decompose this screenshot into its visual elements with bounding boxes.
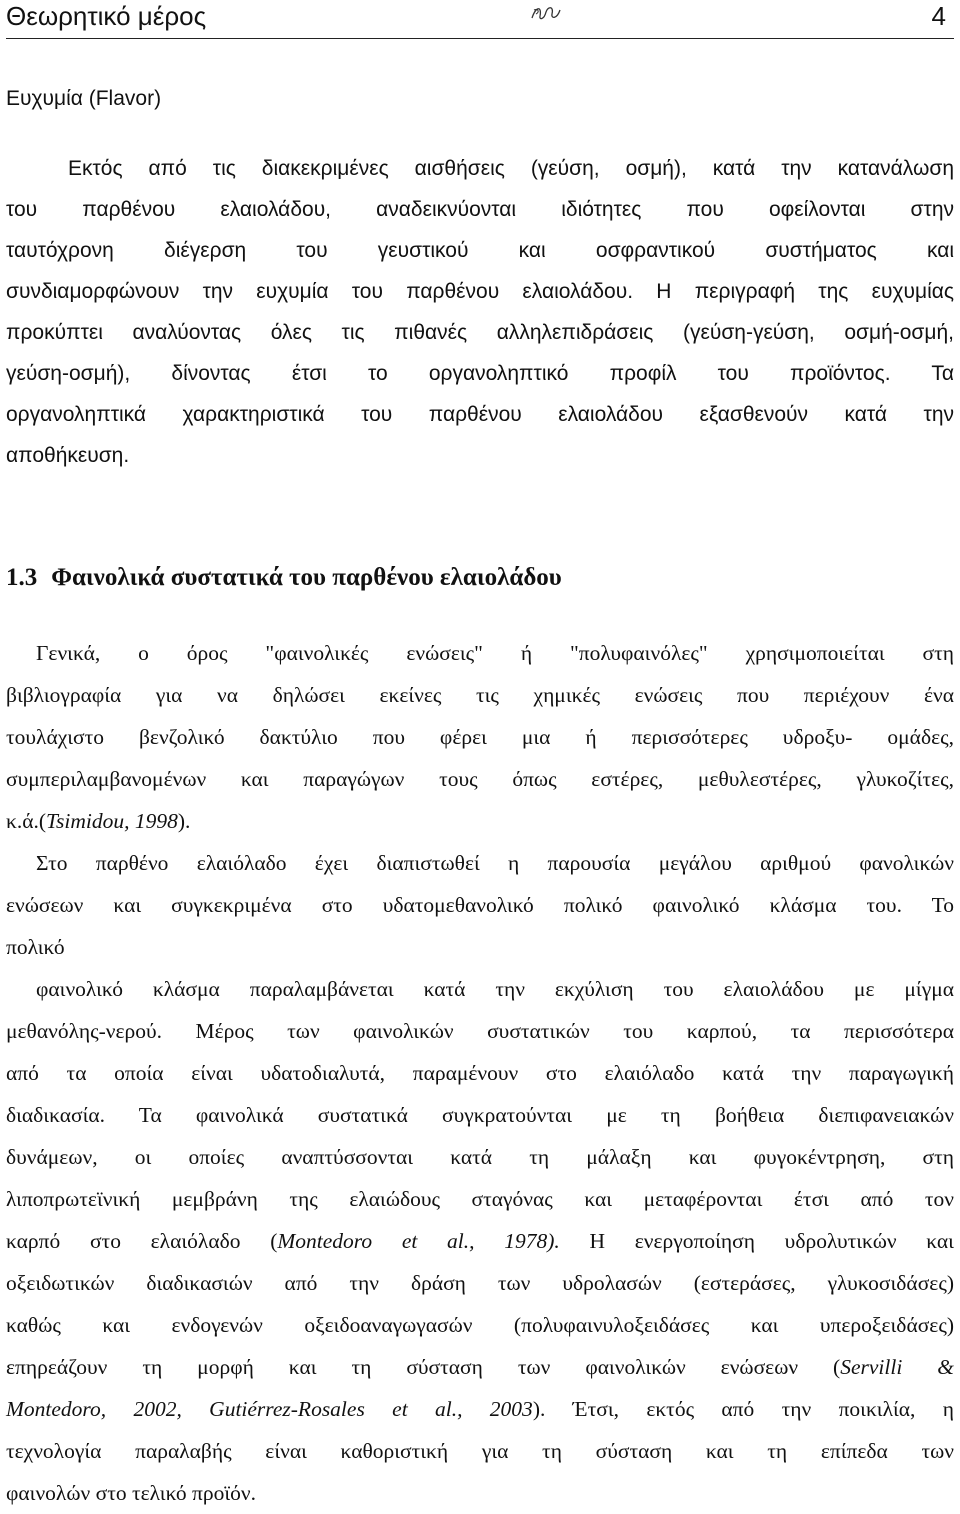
paragraph-line: συνδιαμορφώνουν την ευχυμία του παρθένου ελαιολάδου. Η περιγραφή της ευχυμίας [6,280,954,303]
header-ornament-icon [530,2,564,34]
paragraph-line: βιβλιογραφία για να δηλώσει εκείνες τις χημικές ενώσεις που περιέχουν ένα [6,683,954,707]
flavor-paragraph [6,148,954,476]
paragraph-line: αποθήκευση. [6,444,130,467]
paragraph-line: δυνάμεων, οι οποίες αναπτύσσονται κατά τη μάλαξη και φυγοκέντρηση, στη [6,1145,954,1169]
paragraph-line: ταυτόχρονη διέγερση του γευστικού και οσφραντικού συστήματος και [6,239,954,262]
paragraph-line [6,1388,954,1430]
ornament-icon [530,2,564,24]
paragraph-line: από τα οποία είναι υδατοδιαλυτά, παραμένουν στο ελαιόλαδο κατά την παραγωγική [6,1061,954,1085]
section-heading [6,558,562,598]
page-number: 4 [931,1,946,31]
paragraph-line: γεύση-οσμή), δίνοντας έτσι το οργανοληπτικό προφίλ του προϊόντος. Τα [6,362,954,385]
text-run: ). Έτσι, εκτός από την ποικιλία, η [532,1397,954,1421]
paragraph-line: Γενικά, ο όρος "φαινολικές ενώσεις" ή "πολυφαινόλες" χρησιμοποιείται στη [36,641,954,665]
citation: Tsimidou, 1998 [46,809,178,833]
paragraph-line: μεθανόλης-νερού. Μέρος των φαινολικών συστατικών του καρπού, τα περισσότερα [6,1019,954,1043]
paragraph-line: πολικό [6,935,65,959]
text-run: επηρεάζουν τη μορφή και τη σύσταση των φαινολικών ενώσεων ( [6,1355,841,1379]
paragraph-line [6,1220,954,1262]
flavor-section [6,78,954,119]
flavor-title: Ευχυμία (Flavor) [6,87,162,110]
paragraph-line: διαδικασία. Τα φαινολικά συστατικά συγκρατούνται με τη βοήθεια διεπιφανειακών [6,1103,954,1127]
paragraph-line: οξειδωτικών διαδικασιών από την δράση των υδρολασών (εστεράσες, γλυκοσιδάσες) [6,1271,954,1295]
page-header [6,0,954,39]
section-title: Φαινολικά συστατικά του παρθένου ελαιολάδου [51,564,562,591]
text-run: ). [177,809,191,833]
body-text [6,632,954,1514]
paragraph-line: ενώσεων και συγκεκριμένα στο υδατομεθανολικό πολικό φαινολικό κλάσμα του. Το [6,893,954,917]
paragraph-line: συμπεριλαμβανομένων και παραγώγων τους όπως εστέρες, μεθυλεστέρες, γλυκοζίτες, [6,767,954,791]
paragraph-line: καθώς και ενδογενών οξειδοαναγωγασών (πολυφαινυλοξειδάσες και υπεροξειδάσες) [6,1313,954,1337]
citation: Montedoro, 2002, Gutiérrez-Rosales et al., 2003 [6,1397,533,1421]
paragraph-line: τουλάχιστο βενζολικό δακτύλιο που φέρει μια ή περισσότερες υδροξυ- ομάδες, [6,725,954,749]
section-number: 1.3 [6,564,38,591]
paragraph-line: φαινολικό κλάσμα παραλαμβάνεται κατά την εκχύλιση του ελαιολάδου με μίγμα [36,977,954,1001]
paragraph-line [6,1346,954,1388]
citation: Montedoro et al., 1978). [277,1229,560,1253]
text-run: Η ενεργοποίηση υδρολυτικών και [559,1229,954,1253]
paragraph-line [6,800,954,842]
paragraph-line: οργανοληπτικά χαρακτηριστικά του παρθένου ελαιολάδου εξασθενούν κατά την [6,403,954,426]
text-run: κ.ά.( [6,809,47,833]
paragraph-line: φαινολών στο τελικό προϊόν. [6,1481,257,1505]
paragraph-line: τεχνολογία παραλαβής είναι καθοριστική για τη σύσταση και τη επίπεδα των [6,1439,954,1463]
citation: Servilli & [840,1355,954,1379]
paragraph-line: προκύπτει αναλύοντας όλες τις πιθανές αλληλεπιδράσεις (γεύση-γεύση, οσμή-οσμή, [6,321,954,344]
header-section-title: Θεωρητικό μέρος [6,1,207,31]
paragraph-line: Στο παρθένο ελαιόλαδο έχει διαπιστωθεί η παρουσία μεγάλου αριθμού φανολικών [36,851,954,875]
paragraph-line: Εκτός από τις διακεκριμένες αισθήσεις (γεύση, οσμή), κατά την κατανάλωση [68,157,954,180]
text-run: καρπό στο ελαιόλαδο ( [6,1229,278,1253]
paragraph-line: του παρθένου ελαιολάδου, αναδεικνύονται ιδιότητες που οφείλονται στην [6,198,954,221]
paragraph-line: λιποπρωτεϊνική μεμβράνη της ελαιώδους σταγόνας και μεταφέρονται έτσι από τον [6,1187,954,1211]
